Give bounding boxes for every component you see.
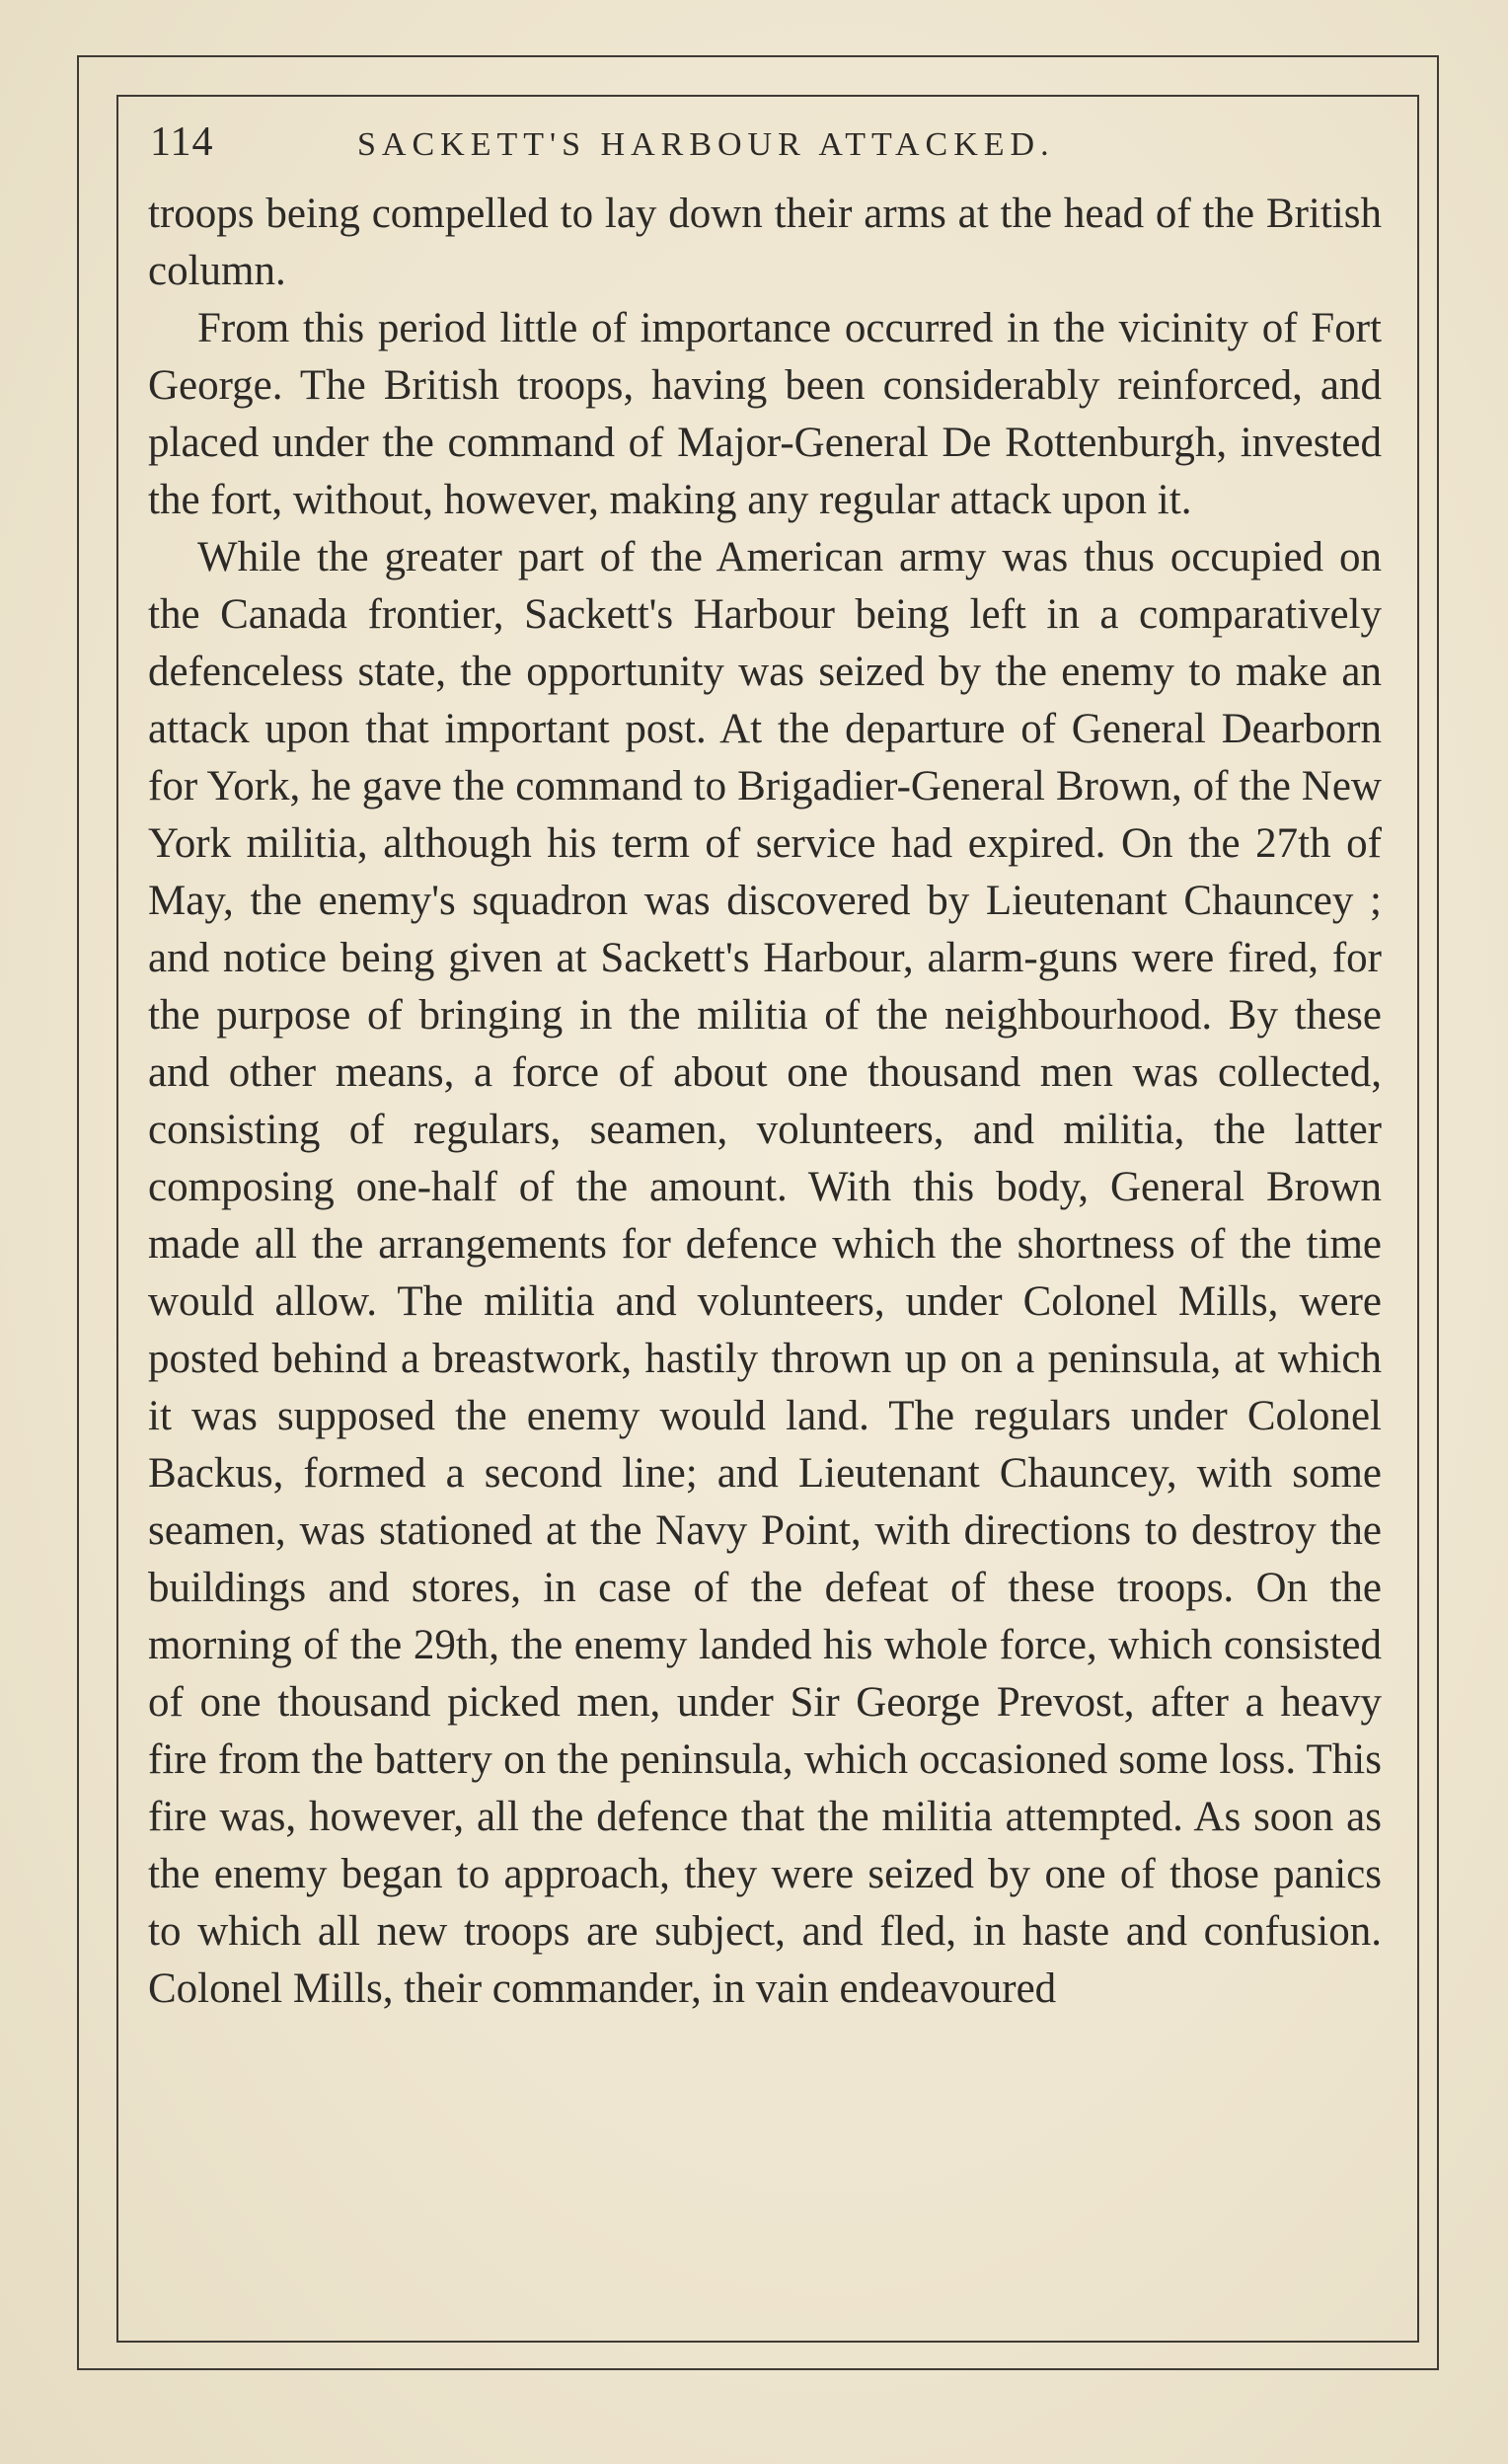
body-text bbox=[148, 186, 1382, 2018]
page-number: 114 bbox=[150, 119, 214, 165]
running-head bbox=[148, 115, 1382, 186]
paragraph-continued: troops being compelled to lay down their arms at the head of the British column. bbox=[148, 191, 1382, 294]
paragraph-fort-george: From this period little of importance occurred in the vicinity of Fort George. The British troops, having been considerably reinforced, and placed under the command of Major-General De Rottenburgh, invested the fort, without, however, making any regular attack upon it. bbox=[148, 305, 1382, 523]
page-content bbox=[148, 107, 1382, 2018]
running-title: SACKETT'S HARBOUR ATTACKED. bbox=[357, 126, 1055, 163]
paragraph-sacketts-harbour: While the greater part of the American army was thus occupied on the Canada frontier, Sackett's Harbour being left in a comparatively defenceless state, the opportunity was seized by the enemy to make an attack upon that important post. At the departure of General Dearborn for York, he gave the command to Brigadier-General Brown, of the New York militia, although his term of service had expired. On the 27th of May, the enemy's squadron was discovered by Lieutenant Chauncey ; and notice being given at Sackett's Harbour, alarm-guns were fired, for the purpose of bringing in the militia of the neighbourhood. By these and other means, a force of about one thousand men was collected, consisting of regulars, seamen, volunteers, and militia, the latter composing one-half of the amount. With this body, General Brown made all the arrangements for defence which the shortness of the time would allow. The militia and volunteers, under Colonel Mills, were posted behind a breastwork, hastily thrown up on a peninsula, at which it was supposed the enemy would land. The regulars under Colonel Backus, formed a second line; and Lieutenant Chauncey, with some seamen, was stationed at the Navy Point, with directions to destroy the buildings and stores, in case of the defeat of these troops. On the morning of the 29th, the enemy landed his whole force, which consisted of one thousand picked men, under Sir George Prevost, after a heavy fire from the battery on the peninsula, which occasioned some loss. This fire was, however, all the defence that the militia attempted. As soon as the enemy began to approach, they were seized by one of those panics to which all new troops are subject, and fled, in haste and confusion. Colonel Mills, their commander, in vain endeavoured bbox=[148, 534, 1382, 2012]
